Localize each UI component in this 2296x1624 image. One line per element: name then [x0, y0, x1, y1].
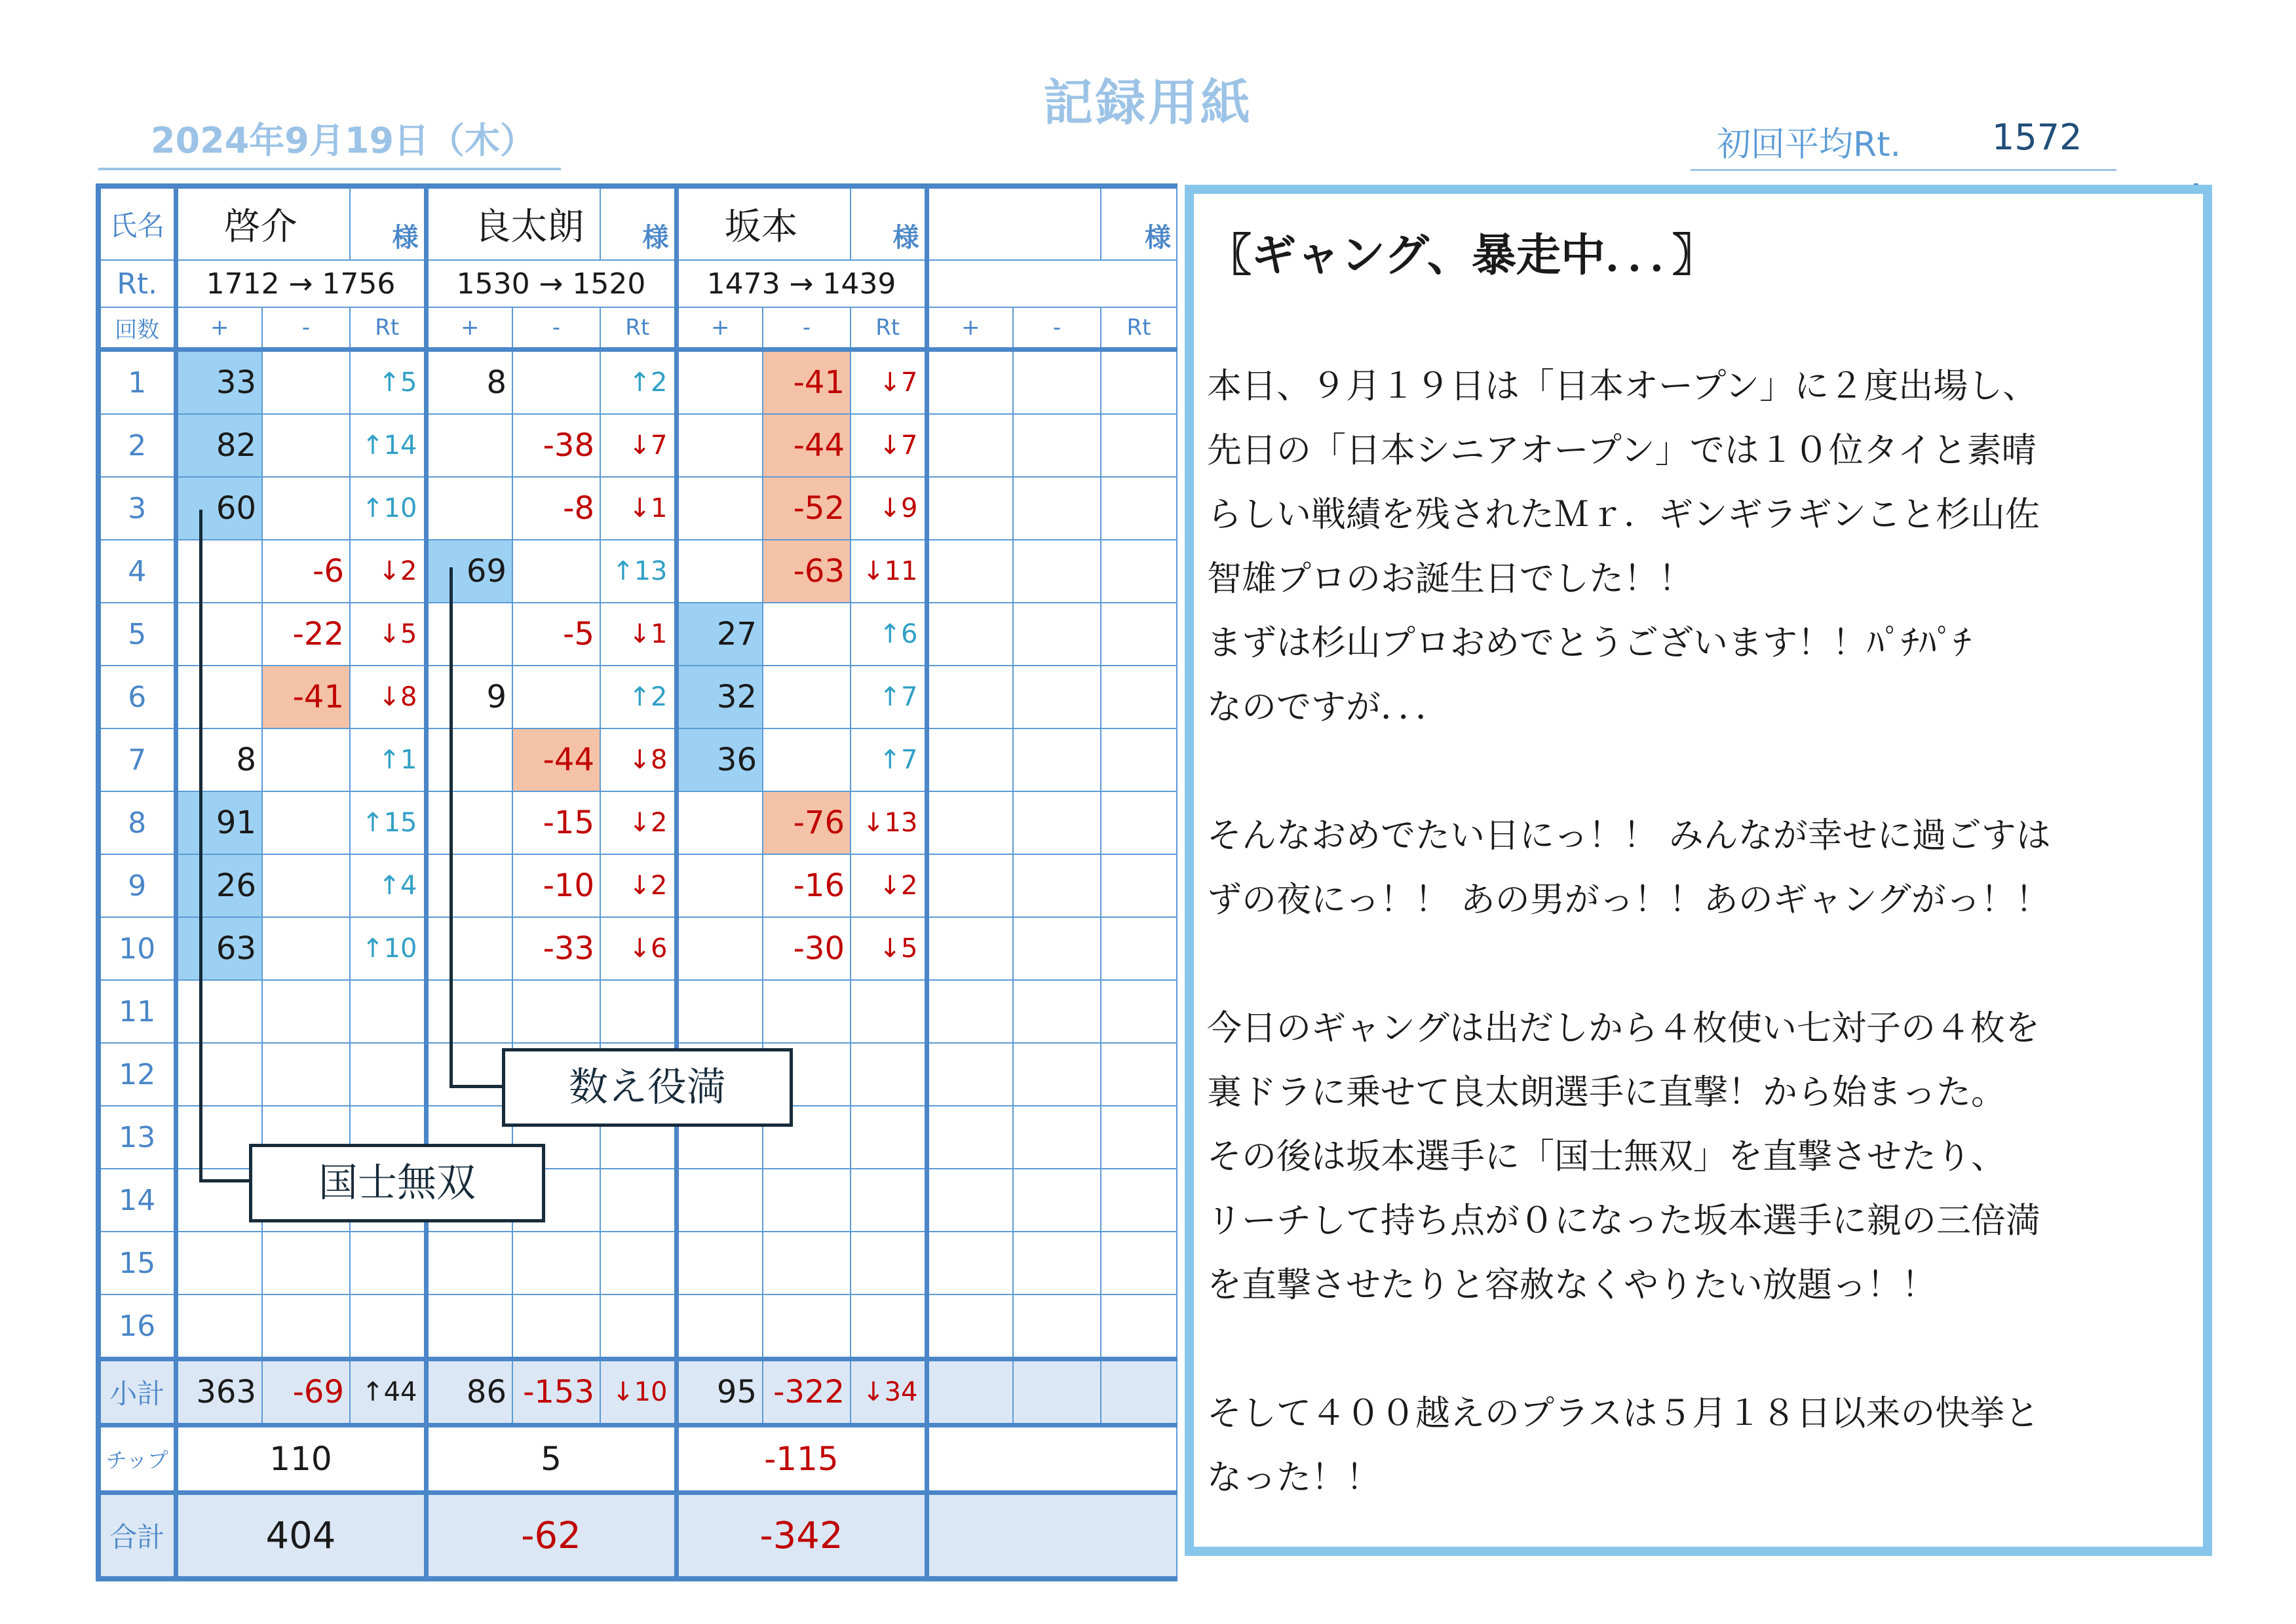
- plus-score-cell: [426, 728, 512, 791]
- plus-score-cell: [676, 414, 763, 477]
- comment-line: そんなおめでたい日にっ！！ みんなが幸せに過ごすは: [1207, 816, 2051, 856]
- minus-score-cell: [763, 1294, 851, 1359]
- rating-change-cell: ↑6: [851, 603, 927, 666]
- rating-change-cell: ↓1: [600, 603, 676, 666]
- round-number: 14: [98, 1169, 176, 1232]
- plus-score-cell: 36: [676, 728, 763, 791]
- comment-body: [1207, 354, 2196, 1510]
- rating-change-cell: [851, 1043, 927, 1106]
- rating-change-cell: [851, 1106, 927, 1169]
- minus-score-cell: [1013, 477, 1101, 540]
- round-number: 9: [98, 854, 176, 917]
- plus-heading: +: [176, 307, 262, 350]
- honorific-1: 様: [350, 186, 426, 260]
- subtotal-minus: -153: [512, 1359, 600, 1426]
- plus-score-cell: [927, 350, 1013, 415]
- name-row-label: 氏名: [98, 186, 176, 260]
- comment-line: らしい戦績を残されたＭｒ．ギンギラギンこと杉山佐: [1207, 495, 2040, 535]
- minus-score-cell: [1013, 980, 1101, 1043]
- player-total: -342: [676, 1493, 927, 1579]
- comment-line: 本日、９月１９日は「日本オープン」に２度出場し、: [1207, 366, 2038, 406]
- minus-score-cell: -6: [262, 540, 350, 603]
- rating-row-label: Rt.: [98, 260, 176, 307]
- plus-score-cell: 60: [176, 477, 262, 540]
- comment-line: 先日の「日本シニアオープン」では１０位タイと素晴: [1207, 430, 2037, 470]
- plus-score-cell: [676, 791, 763, 854]
- round-number: 4: [98, 540, 176, 603]
- comment-line: 裏ドラに乗せて良太朗選手に直撃！から始まった。: [1207, 1072, 2006, 1112]
- round-label: 回数: [98, 307, 176, 350]
- minus-score-cell: -5: [512, 603, 600, 666]
- plus-score-cell: [927, 1169, 1013, 1232]
- minus-score-cell: [262, 854, 350, 917]
- subtotal-rating-change: ↓10: [600, 1359, 676, 1426]
- minus-score-cell: -38: [512, 414, 600, 477]
- rating-change-cell: ↓2: [350, 540, 426, 603]
- round-row: [98, 980, 1177, 1043]
- player-name-3: 坂本: [676, 186, 851, 260]
- plus-score-cell: [426, 917, 512, 980]
- comment-line: リーチして持ち点が０になった坂本選手に親の三倍満: [1207, 1201, 2040, 1241]
- name-row: [98, 186, 1177, 260]
- comment-line: [1207, 932, 2196, 996]
- rating-change-cell: [350, 1043, 426, 1106]
- comment-line: [1207, 1317, 2196, 1382]
- rating-change-cell: [851, 1294, 927, 1359]
- round-row: [98, 477, 1177, 540]
- round-row: [98, 854, 1177, 917]
- rating-change-cell: [851, 1169, 927, 1232]
- rating-change-cell: ↓8: [350, 666, 426, 728]
- plus-score-cell: [426, 980, 512, 1043]
- player-chip: 5: [426, 1426, 676, 1493]
- rating-change-cell: [1101, 414, 1177, 477]
- plus-score-cell: [176, 603, 262, 666]
- player-total: -62: [426, 1493, 676, 1579]
- kokushi-connector-horizontal: [199, 1179, 249, 1182]
- rt-heading: Rt: [600, 307, 676, 350]
- plus-score-cell: [676, 1169, 763, 1232]
- chip-label: チップ: [98, 1426, 176, 1493]
- round-row: [98, 350, 1177, 415]
- minus-score-cell: [1013, 1232, 1101, 1294]
- minus-score-cell: [1013, 414, 1101, 477]
- yakuman-callout: 数え役満: [502, 1048, 793, 1127]
- minus-score-cell: [1013, 1106, 1101, 1169]
- subtotal-row: [98, 1359, 1177, 1426]
- honorific-2: 様: [600, 186, 676, 260]
- round-number: 8: [98, 791, 176, 854]
- plus-score-cell: [176, 540, 262, 603]
- rating-change-cell: [1101, 350, 1177, 415]
- rating-change-cell: ↑2: [600, 350, 676, 415]
- minus-score-cell: [1013, 1294, 1101, 1359]
- comment-title: 〖ギャング、暴走中．．．〗: [1207, 230, 1717, 282]
- plus-score-cell: [676, 854, 763, 917]
- comment-line: 今日のギャングは出だしから４枚使い七対子の４枚を: [1207, 1008, 2040, 1048]
- rating-change-cell: [1101, 917, 1177, 980]
- rating-row: [98, 260, 1177, 307]
- minus-score-cell: -63: [763, 540, 851, 603]
- rating-change-cell: ↓2: [851, 854, 927, 917]
- score-table: [96, 183, 1177, 1581]
- round-row: [98, 791, 1177, 854]
- rating-change-cell: ↑13: [600, 540, 676, 603]
- round-number: 16: [98, 1294, 176, 1359]
- plus-score-cell: [426, 1294, 512, 1359]
- rating-change-cell: [1101, 1169, 1177, 1232]
- total-label: 合計: [98, 1493, 176, 1579]
- rating-change-cell: ↑7: [851, 666, 927, 728]
- minus-score-cell: -44: [512, 728, 600, 791]
- rating-change-cell: ↑1: [350, 728, 426, 791]
- minus-score-cell: -41: [763, 350, 851, 415]
- subtotal-rating-change: [1101, 1359, 1177, 1426]
- rating-change-cell: [1101, 666, 1177, 728]
- rating-change-cell: [600, 1232, 676, 1294]
- minus-score-cell: [1013, 603, 1101, 666]
- plus-score-cell: [927, 854, 1013, 917]
- round-row: [98, 540, 1177, 603]
- plus-score-cell: [676, 980, 763, 1043]
- plus-score-cell: [927, 603, 1013, 666]
- plus-score-cell: [927, 1232, 1013, 1294]
- rating-change-cell: [1101, 603, 1177, 666]
- plus-score-cell: [927, 1294, 1013, 1359]
- rating-change-cell: ↑14: [350, 414, 426, 477]
- plus-score-cell: [927, 1043, 1013, 1106]
- plus-score-cell: [176, 980, 262, 1043]
- minus-score-cell: -15: [512, 791, 600, 854]
- rating-change-cell: ↓7: [600, 414, 676, 477]
- player-rating-3: 1473 → 1439: [676, 260, 927, 307]
- minus-score-cell: -30: [763, 917, 851, 980]
- player-name-1: 啓介: [176, 186, 350, 260]
- rating-change-cell: [1101, 791, 1177, 854]
- date-label: 2024年9月19日（木）: [151, 120, 536, 161]
- subtotal-plus: 363: [176, 1359, 262, 1426]
- total-row: [98, 1493, 1177, 1579]
- rating-change-cell: [1101, 477, 1177, 540]
- rating-change-cell: ↓13: [851, 791, 927, 854]
- honorific-4: 様: [1101, 186, 1177, 260]
- rating-change-cell: ↑15: [350, 791, 426, 854]
- minus-score-cell: [1013, 854, 1101, 917]
- plus-score-cell: [426, 854, 512, 917]
- plus-score-cell: 33: [176, 350, 262, 415]
- rating-change-cell: ↓7: [851, 350, 927, 415]
- minus-score-cell: [512, 1232, 600, 1294]
- rating-change-cell: ↑5: [350, 350, 426, 415]
- minus-score-cell: [262, 728, 350, 791]
- plus-score-cell: [676, 540, 763, 603]
- plus-score-cell: 27: [676, 603, 763, 666]
- minus-score-cell: [763, 728, 851, 791]
- rating-change-cell: ↓5: [851, 917, 927, 980]
- average-underline: [1691, 169, 2116, 171]
- subtotal-minus: [1013, 1359, 1101, 1426]
- comment-panel: [1185, 185, 2212, 1556]
- minus-score-cell: -41: [262, 666, 350, 728]
- comment-line: を直撃させたりと容赦なくやりたい放題っ！！: [1207, 1265, 1936, 1305]
- chip-row: [98, 1426, 1177, 1493]
- minus-score-cell: [262, 477, 350, 540]
- minus-score-cell: -16: [763, 854, 851, 917]
- rating-change-cell: [851, 1232, 927, 1294]
- minus-score-cell: [1013, 666, 1101, 728]
- subtotal-label: 小計: [98, 1359, 176, 1426]
- minus-score-cell: -10: [512, 854, 600, 917]
- plus-score-cell: [927, 540, 1013, 603]
- plus-score-cell: [927, 980, 1013, 1043]
- round-number: 6: [98, 666, 176, 728]
- rating-change-cell: ↑7: [851, 728, 927, 791]
- plus-score-cell: 82: [176, 414, 262, 477]
- minus-score-cell: [1013, 350, 1101, 415]
- minus-score-cell: [1013, 540, 1101, 603]
- comment-line: まずは杉山プロおめでとうございます！！ﾊﾟﾁﾊﾟﾁ: [1207, 623, 1971, 663]
- player-chip: [927, 1426, 1177, 1493]
- date-underline: [98, 168, 561, 170]
- rating-change-cell: [1101, 728, 1177, 791]
- player-rating-1: 1712 → 1756: [176, 260, 426, 307]
- round-number: 15: [98, 1232, 176, 1294]
- round-number: 12: [98, 1043, 176, 1106]
- player-total: 404: [176, 1493, 426, 1579]
- rating-change-cell: ↓11: [851, 540, 927, 603]
- rating-change-cell: ↓1: [600, 477, 676, 540]
- comment-line: 智雄プロのお誕生日でした！！: [1207, 559, 1693, 599]
- plus-heading: +: [676, 307, 763, 350]
- minus-score-cell: [1013, 917, 1101, 980]
- minus-score-cell: [1013, 728, 1101, 791]
- plus-score-cell: [426, 414, 512, 477]
- player-name-2: 良太朗: [426, 186, 600, 260]
- minus-score-cell: -76: [763, 791, 851, 854]
- subtotal-plus: [927, 1359, 1013, 1426]
- plus-score-cell: [927, 477, 1013, 540]
- plus-score-cell: 69: [426, 540, 512, 603]
- rating-change-cell: [600, 1294, 676, 1359]
- round-number: 1: [98, 350, 176, 415]
- round-number: 3: [98, 477, 176, 540]
- plus-score-cell: [927, 414, 1013, 477]
- rating-change-cell: [1101, 980, 1177, 1043]
- plus-score-cell: [426, 791, 512, 854]
- minus-score-cell: [262, 791, 350, 854]
- minus-score-cell: -33: [512, 917, 600, 980]
- plus-score-cell: 63: [176, 917, 262, 980]
- minus-score-cell: [262, 414, 350, 477]
- comment-line: なのですが．．．: [1207, 687, 1450, 727]
- minus-score-cell: -22: [262, 603, 350, 666]
- rating-change-cell: [1101, 540, 1177, 603]
- plus-score-cell: [927, 1106, 1013, 1169]
- plus-score-cell: 91: [176, 791, 262, 854]
- rating-change-cell: [1101, 1043, 1177, 1106]
- plus-score-cell: [676, 1232, 763, 1294]
- rating-change-cell: ↑10: [350, 917, 426, 980]
- minus-score-cell: [262, 917, 350, 980]
- plus-score-cell: [426, 1043, 512, 1106]
- plus-score-cell: [676, 350, 763, 415]
- plus-score-cell: [426, 603, 512, 666]
- rating-change-cell: [600, 980, 676, 1043]
- minus-score-cell: [763, 603, 851, 666]
- round-row: [98, 917, 1177, 980]
- round-number: 11: [98, 980, 176, 1043]
- initial-average-rating-value: 1572: [1992, 117, 2082, 158]
- subtotal-rating-change: ↑44: [350, 1359, 426, 1426]
- rt-heading: Rt: [350, 307, 426, 350]
- subtotal-plus: 86: [426, 1359, 512, 1426]
- comment-line: なった！！: [1207, 1458, 1381, 1498]
- subtotal-rating-change: ↓34: [851, 1359, 927, 1426]
- player-chip: 110: [176, 1426, 426, 1493]
- plus-score-cell: [176, 1232, 262, 1294]
- comment-line: その後は坂本選手に「国士無双」を直撃させたり、: [1207, 1137, 2006, 1177]
- rating-change-cell: [1101, 1232, 1177, 1294]
- comment-line: そして４００越えのプラスは５月１８日以来の快挙と: [1207, 1393, 2040, 1433]
- rating-change-cell: ↑2: [600, 666, 676, 728]
- rating-change-cell: ↓2: [600, 854, 676, 917]
- plus-score-cell: [426, 1232, 512, 1294]
- plus-score-cell: [927, 791, 1013, 854]
- minus-score-cell: [262, 1232, 350, 1294]
- subtotal-minus: -69: [262, 1359, 350, 1426]
- minus-heading: -: [512, 307, 600, 350]
- round-row: [98, 728, 1177, 791]
- minus-score-cell: -52: [763, 477, 851, 540]
- rating-change-cell: [600, 1169, 676, 1232]
- honorific-3: 様: [851, 186, 927, 260]
- rating-change-cell: [1101, 854, 1177, 917]
- plus-heading: +: [426, 307, 512, 350]
- minus-score-cell: [262, 980, 350, 1043]
- player-rating-2: 1530 → 1520: [426, 260, 676, 307]
- comment-line: [1207, 740, 2196, 804]
- plus-score-cell: [176, 1043, 262, 1106]
- plus-score-cell: [176, 666, 262, 728]
- minus-score-cell: [512, 666, 600, 728]
- subtotal-minus: -322: [763, 1359, 851, 1426]
- rating-change-cell: ↑4: [350, 854, 426, 917]
- yakuman-connector-horizontal: [450, 1085, 502, 1088]
- rating-change-cell: [851, 980, 927, 1043]
- round-row: [98, 414, 1177, 477]
- rating-change-cell: ↑10: [350, 477, 426, 540]
- plus-score-cell: [676, 477, 763, 540]
- round-number: 13: [98, 1106, 176, 1169]
- minus-score-cell: [1013, 791, 1101, 854]
- player-name-4: [927, 186, 1101, 260]
- minus-score-cell: [1013, 1043, 1101, 1106]
- rating-change-cell: [350, 980, 426, 1043]
- column-heading-row: [98, 307, 1177, 350]
- round-number: 2: [98, 414, 176, 477]
- plus-score-cell: 8: [176, 728, 262, 791]
- plus-score-cell: 32: [676, 666, 763, 728]
- minus-score-cell: [763, 1232, 851, 1294]
- plus-score-cell: [927, 666, 1013, 728]
- rating-change-cell: ↓5: [350, 603, 426, 666]
- round-number: 10: [98, 917, 176, 980]
- page-title: 記録用紙: [1043, 73, 1253, 132]
- minus-score-cell: [512, 1294, 600, 1359]
- plus-score-cell: 9: [426, 666, 512, 728]
- plus-score-cell: [426, 477, 512, 540]
- player-total: [927, 1493, 1177, 1579]
- rating-change-cell: ↓8: [600, 728, 676, 791]
- rating-change-cell: ↓2: [600, 791, 676, 854]
- player-rating-4: [927, 260, 1177, 307]
- plus-heading: +: [927, 307, 1013, 350]
- player-chip: -115: [676, 1426, 927, 1493]
- plus-score-cell: [676, 917, 763, 980]
- minus-score-cell: [763, 1169, 851, 1232]
- kokushi-connector-vertical: [199, 510, 202, 1182]
- minus-score-cell: [763, 980, 851, 1043]
- rating-change-cell: [350, 1232, 426, 1294]
- yakuman-connector-vertical: [450, 567, 453, 1087]
- round-number: 5: [98, 603, 176, 666]
- rating-change-cell: [1101, 1106, 1177, 1169]
- round-row: [98, 1232, 1177, 1294]
- minus-score-cell: [512, 540, 600, 603]
- minus-score-cell: [262, 1294, 350, 1359]
- minus-score-cell: [512, 980, 600, 1043]
- plus-score-cell: [176, 1294, 262, 1359]
- minus-score-cell: [262, 350, 350, 415]
- kokushi-callout: 国士無双: [249, 1144, 545, 1222]
- round-row: [98, 666, 1177, 728]
- rating-change-cell: ↓7: [851, 414, 927, 477]
- round-number: 7: [98, 728, 176, 791]
- plus-score-cell: [927, 728, 1013, 791]
- comment-line: ずの夜にっ！！ あの男がっ！！あのギャングがっ！！: [1207, 880, 2050, 920]
- rt-heading: Rt: [851, 307, 927, 350]
- minus-score-cell: [763, 666, 851, 728]
- round-row: [98, 1294, 1177, 1359]
- subtotal-plus: 95: [676, 1359, 763, 1426]
- minus-heading: -: [763, 307, 851, 350]
- minus-heading: -: [1013, 307, 1101, 350]
- plus-score-cell: 26: [176, 854, 262, 917]
- minus-score-cell: [262, 1043, 350, 1106]
- rating-change-cell: ↓9: [851, 477, 927, 540]
- rating-change-cell: [1101, 1294, 1177, 1359]
- round-row: [98, 603, 1177, 666]
- minus-score-cell: -8: [512, 477, 600, 540]
- minus-score-cell: [512, 350, 600, 415]
- plus-score-cell: [676, 1294, 763, 1359]
- rating-change-cell: ↓6: [600, 917, 676, 980]
- rt-heading: Rt: [1101, 307, 1177, 350]
- plus-score-cell: [927, 917, 1013, 980]
- initial-average-rating-label: 初回平均Rt.: [1717, 125, 1902, 164]
- minus-score-cell: [1013, 1169, 1101, 1232]
- plus-score-cell: 8: [426, 350, 512, 415]
- minus-score-cell: -44: [763, 414, 851, 477]
- minus-heading: -: [262, 307, 350, 350]
- rating-change-cell: [350, 1294, 426, 1359]
